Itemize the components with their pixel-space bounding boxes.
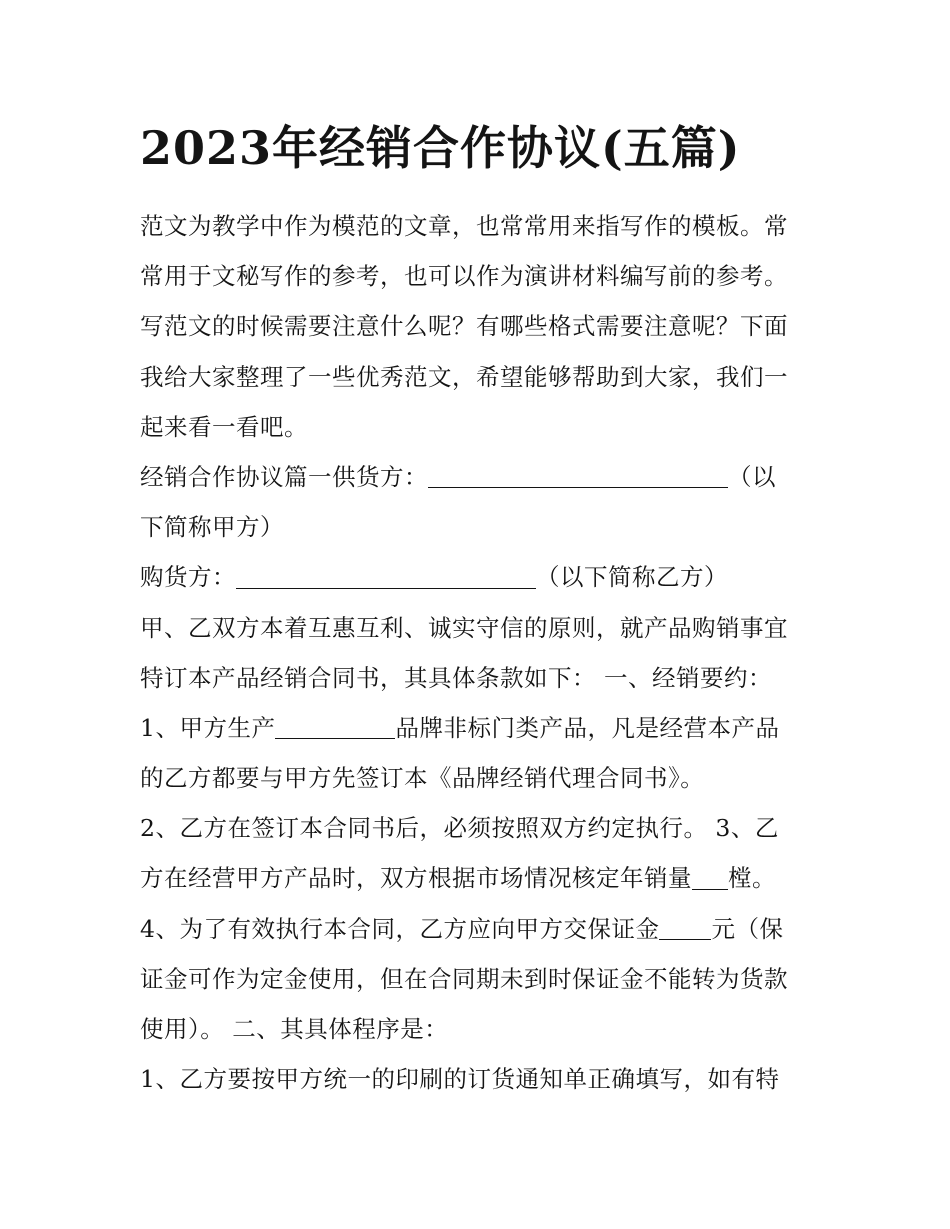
annual-sales-blank [692,863,728,890]
intro-line: 常用于文秘写作的参考，也可以作为演讲材料编写前的参考。 [140,262,788,291]
supplier-label: 经销合作协议篇一供货方： [140,462,428,491]
buyer-label: 购货方： [140,563,236,592]
deposit-blank [659,913,711,940]
buyer-blank [236,562,536,589]
clause-4-continuation: 使用）。 二、其具体程序是： [140,1015,449,1043]
clause-3-prefix: 方在经营甲方产品时，双方根据市场情况核定年销量 [140,864,692,893]
buyer-line [140,552,820,602]
document-title: 2023年经销合作协议(五篇) [140,121,741,175]
document-body [140,201,820,1104]
clause-3-suffix: 樘。 [728,864,776,893]
procedure-1-line: 1、乙方要按甲方统一的印刷的订货通知单正确填写，如有特 [140,1065,780,1094]
clause-1-prefix: 1、甲方生产 [140,713,276,742]
buyer-suffix: （以下简称乙方） [536,563,728,592]
supplier-suffix: （以 [728,462,776,491]
intro-line: 范文为教学中作为模范的文章，也常常用来指写作的模板。常 [140,212,788,240]
intro-line: 写范文的时候需要注意什么呢？有哪些格式需要注意呢？下面 [140,312,788,341]
clause-4-line [140,904,820,954]
clause-1-line [140,703,820,753]
brand-blank [275,713,395,740]
supplier-blank [428,462,728,489]
clause-4-prefix: 4、为了有效执行本合同，乙方应向甲方交保证金 [140,914,660,943]
principle-line: 特订本产品经销合同书，其具体条款如下： 一、经销要约： [140,663,772,692]
clause-3-line [140,853,820,903]
principle-line: 甲、乙双方本着互惠互利、诚实守信的原则，就产品购销事宜 [140,613,788,642]
intro-line: 起来看一看吧。 [140,412,308,441]
supplier-line [140,452,820,502]
clause-1-suffix: 品牌非标门类产品，凡是经营本产品 [395,713,780,742]
clause-1-continuation: 的乙方都要与甲方先签订本《品牌经销代理合同书》。 [140,764,705,793]
supplier-continuation: 下简称甲方） [140,513,284,542]
clause-2-line: 2、乙方在签订本合同书后，必须按照双方约定执行。 3、乙 [140,814,779,843]
clause-4-suffix: 元（保 [711,914,784,943]
intro-line: 我给大家整理了一些优秀范文，希望能够帮助到大家，我们一 [140,362,788,391]
clause-4-continuation: 证金可作为定金使用，但在合同期未到时保证金不能转为货款 [140,964,788,993]
